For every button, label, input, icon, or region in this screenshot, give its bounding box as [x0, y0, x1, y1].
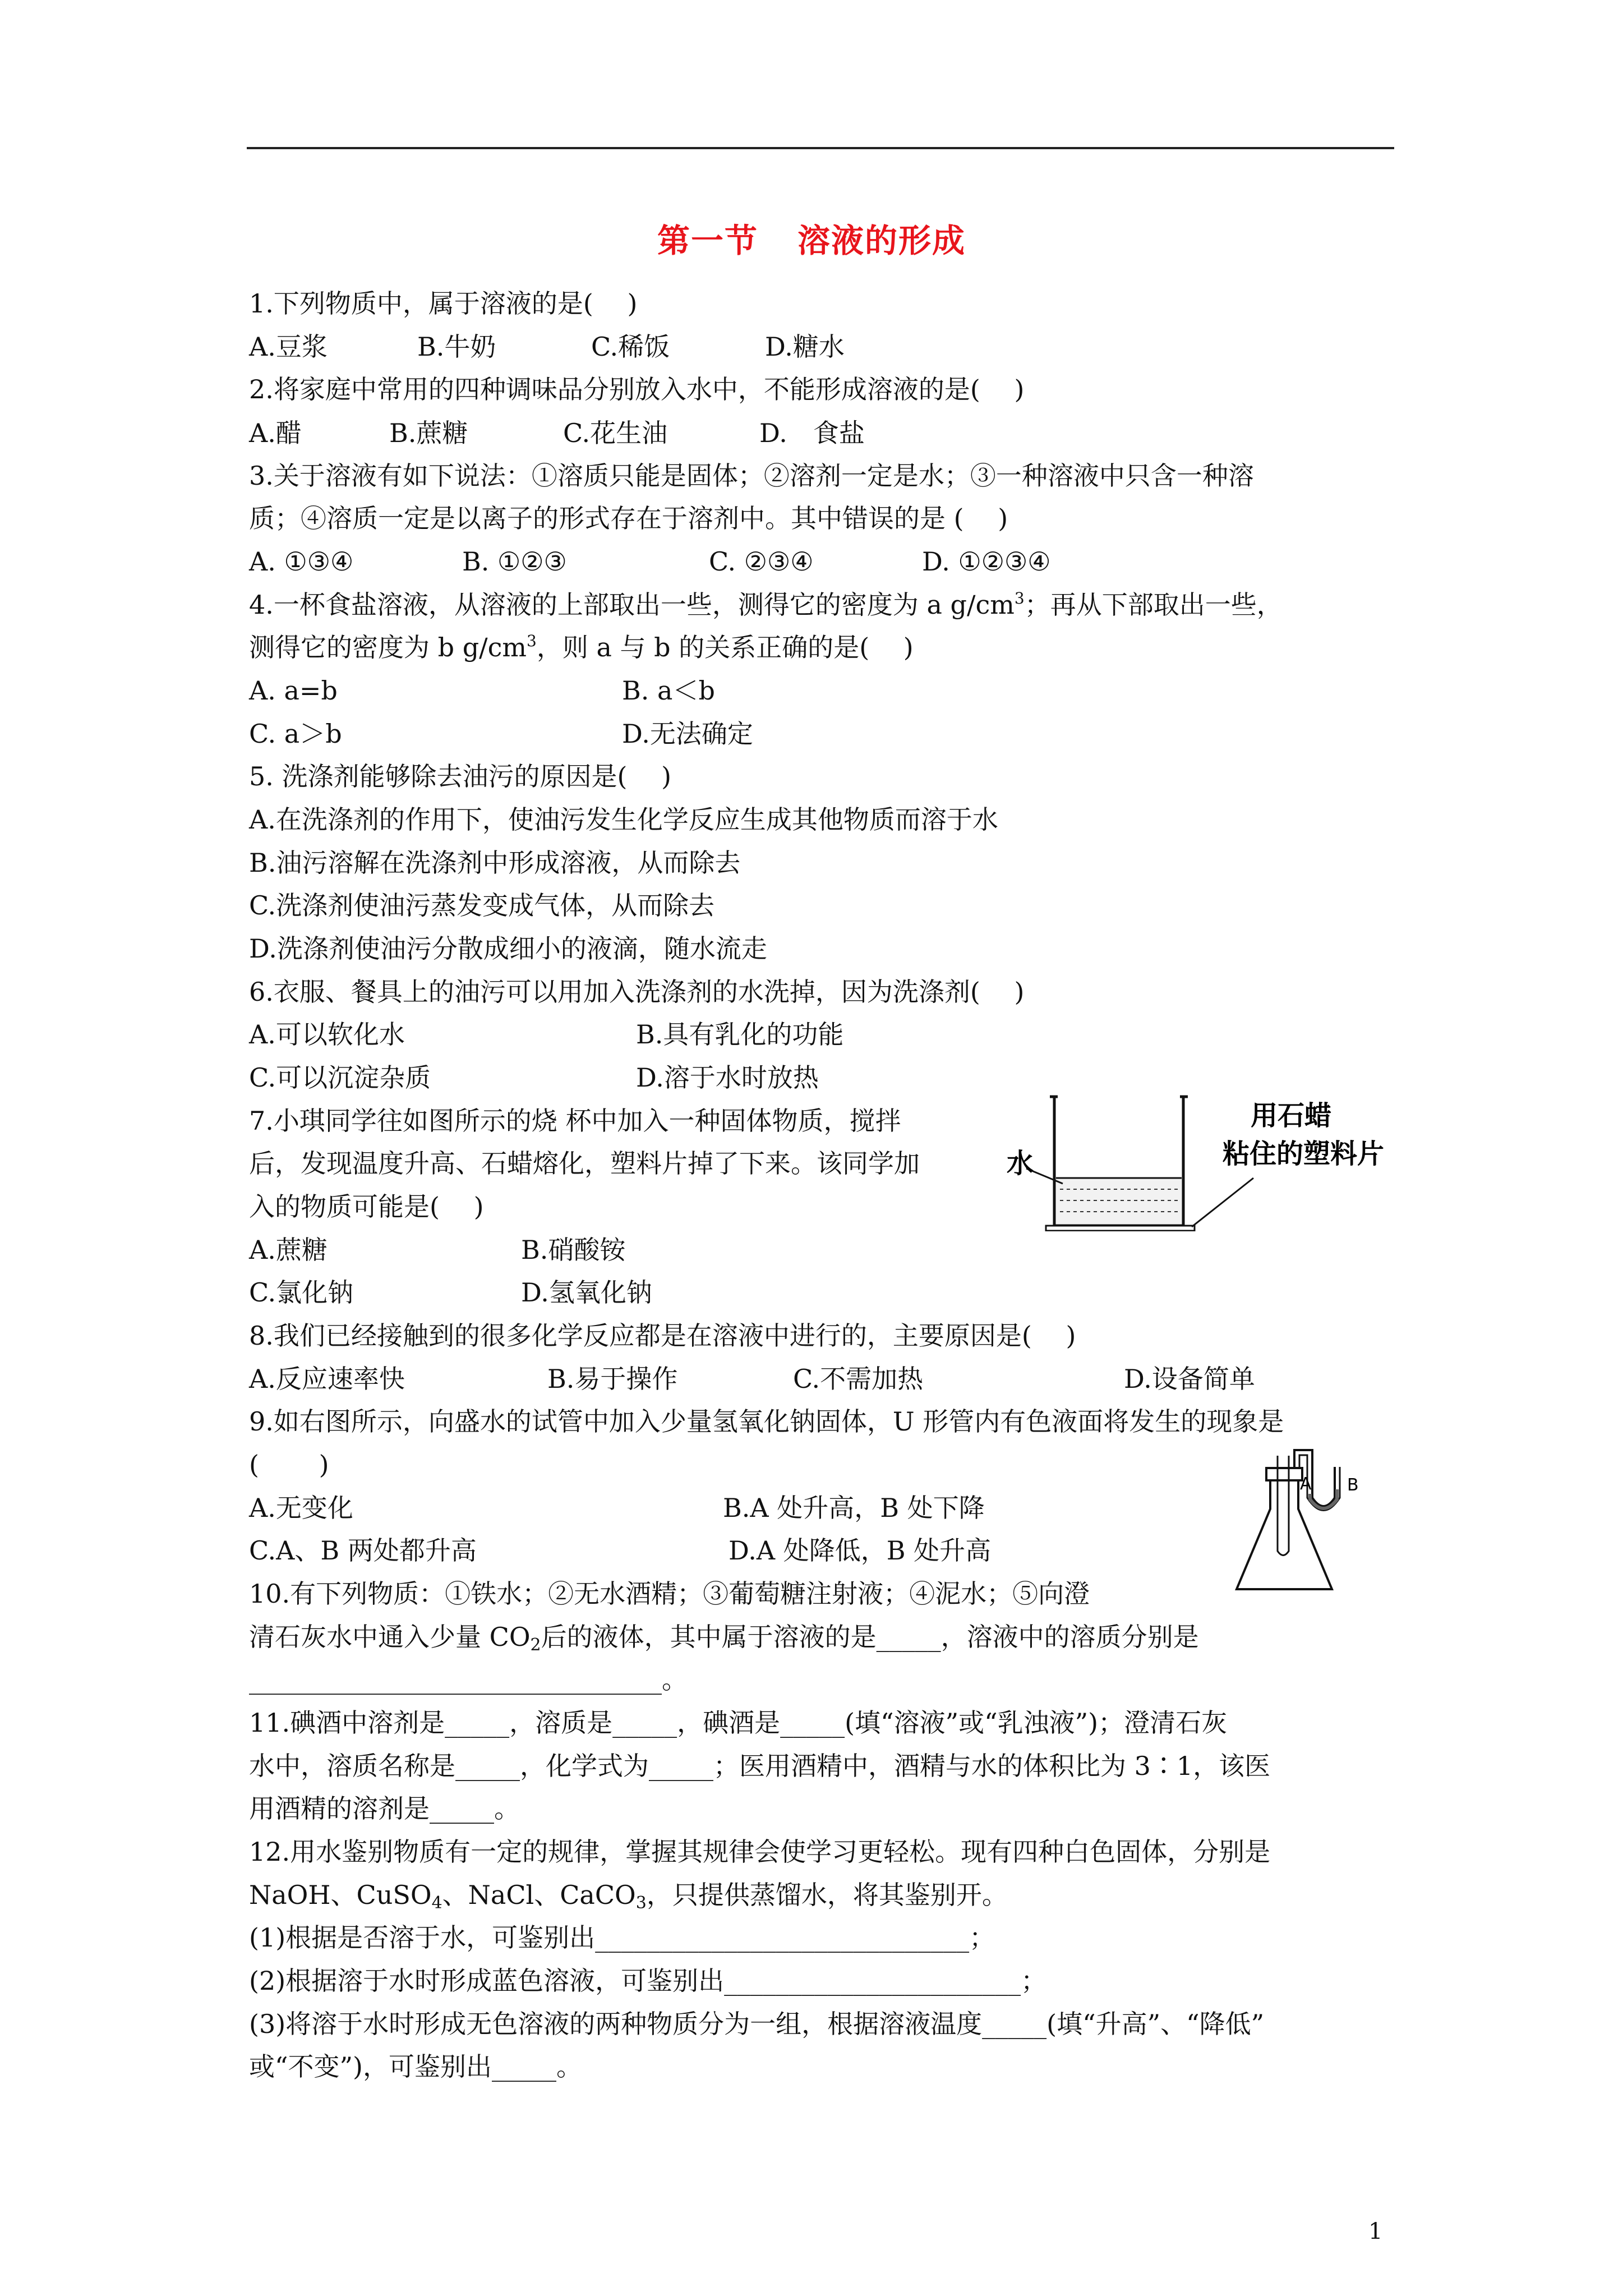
q10-line-3: ________________________________。 [249, 1664, 688, 1695]
q4-option-b: B. a＜b [622, 675, 715, 706]
q5-option-d: D.洗涤剂使油污分散成细小的液滴，随水流走 [249, 933, 767, 964]
q7-option-c: C.氯化钠 [249, 1277, 354, 1308]
q12-part-3: (3)将溶于水时形成无色溶液的两种物质分为一组，根据溶液温度_____(填“升高”、“降低” [249, 2009, 1265, 2039]
q12-part-1: (1)根据是否溶于水，可鉴别出_____________________________； [249, 1922, 995, 1953]
q2-stem: 2.将家庭中常用的四种调味品分别放入水中，不能形成溶液的是( ) [249, 374, 1025, 404]
q1-option-c: C.稀饭 [591, 332, 670, 362]
header-rule [247, 147, 1394, 149]
q9-option-a: A.无变化 [249, 1493, 353, 1523]
q6-option-d: D.溶于水时放热 [636, 1062, 819, 1093]
q4-line-2: 测得它的密度为 b $g/cm^3$，则 a 与 b 的关系正确的是( ) [249, 632, 914, 662]
beaker-label-water: 水 [1007, 1148, 1034, 1179]
q1-option-b: B.牛奶 [417, 332, 496, 362]
q9-option-d: D.A 处降低，B 处升高 [728, 1535, 992, 1566]
q3-option-a: A. ①③④ [249, 546, 354, 577]
q5-option-a: A.在洗涤剂的作用下，使油污发生化学反应生成其他物质而溶于水 [249, 804, 998, 835]
q8-option-a: A.反应速率快 [249, 1364, 405, 1394]
q6-stem: 6.衣服、餐具上的油污可以用加入洗涤剂的水洗掉，因为洗涤剂( ) [249, 977, 1025, 1007]
title-topic: 溶液的形成 [797, 222, 966, 260]
q7-line-3: 入的物质可能是( ) [249, 1191, 484, 1222]
q9-line-1: 9.如右图所示，向盛水的试管中加入少量氢氧化钠固体，U 形管内有色液面将发生的现象是 [249, 1406, 1284, 1437]
title-section: 第一节 [657, 222, 758, 260]
q5-stem: 5. 洗涤剂能够除去油污的原因是( ) [249, 761, 672, 792]
q4-option-c: C. a＞b [249, 719, 342, 749]
q11-line-3: 用酒精的溶剂是_____。 [249, 1793, 520, 1824]
q9-line-2: ( ) [249, 1450, 329, 1480]
q12-line-2: NaOH、CuSO$_4$、NaCl、CaCO$_3$，只提供蒸馏水，将其鉴别开。 [249, 1880, 1008, 1913]
q7-option-d: D.氢氧化钠 [521, 1277, 652, 1308]
q8-option-b: B.易于操作 [547, 1364, 678, 1394]
q9-option-c: C.A、B 两处都升高 [249, 1535, 477, 1566]
q8-stem: 8.我们已经接触到的很多化学反应都是在溶液中进行的，主要原因是( ) [249, 1320, 1076, 1351]
q6-option-b: B.具有乳化的功能 [636, 1019, 844, 1050]
q11-line-1: 11.碘酒中溶剂是_____，溶质是_____，碘酒是_____(填“溶液”或“乳浊液”)；澄清石灰 [249, 1708, 1228, 1738]
q4-option-d: D.无法确定 [622, 719, 753, 749]
beaker-diagram [1004, 1085, 1408, 1231]
q2-option-b: B.蔗糖 [389, 418, 468, 448]
page-title [0, 214, 1623, 261]
q3-option-d: D. ①②③④ [922, 546, 1051, 577]
q5-option-b: B.油污溶解在洗涤剂中形成溶液，从而除去 [249, 848, 741, 878]
q1-option-d: D.糖水 [765, 332, 845, 362]
q3-line-2: 质；④溶质一定是以离子的形式存在于溶剂中。其中错误的是 ( ) [249, 503, 1008, 533]
q3-option-c: C. ②③④ [709, 546, 814, 577]
q1-stem: 1.下列物质中，属于溶液的是( ) [249, 288, 638, 319]
q7-option-a: A.蔗糖 [249, 1235, 328, 1265]
page-number: 1 [1368, 2219, 1383, 2244]
q2-option-c: C.花生油 [563, 418, 668, 448]
q12-line-1: 12.用水鉴别物质有一定的规律，掌握其规律会使学习更轻松。现有四种白色固体，分别是 [249, 1837, 1271, 1867]
beaker-label-line-2: 粘住的塑料片 [1223, 1138, 1385, 1170]
q9-option-b: B.A 处升高，B 处下降 [723, 1493, 985, 1523]
q10-line-2: 清石灰水中通入少量 $CO_2$后的液体，其中属于溶液的是_____，溶液中的溶质分别是 [249, 1622, 1199, 1655]
q8-option-d: D.设备简单 [1124, 1364, 1255, 1394]
q11-line-2: 水中，溶质名称是_____，化学式为_____；医用酒精中，酒精与水的体积比为 3∶1，该医 [249, 1751, 1271, 1781]
q1-option-a: A.豆浆 [249, 332, 328, 362]
flask-label-a: A [1300, 1474, 1312, 1494]
q2-option-a: A.醋 [249, 418, 302, 448]
q7-line-2: 后，发现温度升高、石蜡熔化，塑料片掉了下来。该同学加 [249, 1148, 920, 1179]
flask-u-tube-diagram [1228, 1433, 1396, 1596]
q12-part-3-cont: 或“不变”)，可鉴别出_____。 [249, 2051, 582, 2082]
q7-line-1: 7.小琪同学往如图所示的烧 杯中加入一种固体物质，搅拌 [249, 1106, 901, 1136]
q4-option-a: A. a=b [249, 675, 338, 706]
q3-line-1: 3.关于溶液有如下说法：①溶质只能是固体；②溶剂一定是水；③一种溶液中只含一种溶 [249, 461, 1254, 491]
q2-option-d: D. 食盐 [759, 418, 865, 448]
q6-option-c: C.可以沉淀杂质 [249, 1062, 431, 1093]
q7-option-b: B.硝酸铵 [521, 1235, 626, 1265]
q8-option-c: C.不需加热 [793, 1364, 924, 1394]
q5-option-c: C.洗涤剂使油污蒸发变成气体，从而除去 [249, 890, 715, 921]
q4-line-1: 4.一杯食盐溶液，从溶液的上部取出一些，测得它的密度为 a $g/cm^3$；再从下部取出一些， [249, 589, 1283, 620]
q10-line-1: 10.有下列物质：①铁水；②无水酒精；③葡萄糖注射液；④泥水；⑤向澄 [249, 1579, 1090, 1609]
q6-option-a: A.可以软化水 [249, 1019, 405, 1050]
flask-label-b: B [1347, 1475, 1359, 1495]
q12-part-2: (2)根据溶于水时形成蓝色溶液，可鉴别出_______________________； [249, 1966, 1047, 1996]
q3-option-b: B. ①②③ [462, 546, 567, 577]
beaker-label-line-1: 用石蜡 [1251, 1100, 1332, 1131]
